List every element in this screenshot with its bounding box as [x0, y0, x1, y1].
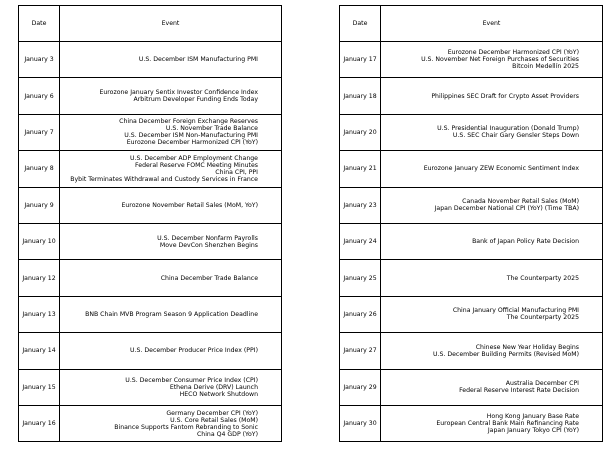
event-line: U.S. Core Retail Sales (MoM)	[170, 416, 258, 424]
table-row	[340, 151, 603, 187]
table-row	[340, 296, 603, 332]
date-cell: January 24	[340, 223, 381, 259]
event-cell	[60, 223, 282, 259]
event-cell	[60, 151, 282, 187]
event-cell	[60, 405, 282, 441]
date-cell: January 3	[19, 42, 60, 78]
date-cell: January 13	[19, 296, 60, 332]
event-line: China Q4 GDP (YoY)	[196, 430, 258, 438]
table-row	[340, 223, 603, 259]
event-line: Eurozone January ZEW Economic Sentiment Index	[423, 165, 579, 173]
event-cell	[381, 405, 603, 441]
event-line: Federal Reserve FOMC Meeting Minutes	[135, 161, 258, 169]
event-line: Ethena Derive (DRV) Launch	[169, 383, 258, 391]
table-row	[19, 78, 282, 114]
event-cell	[60, 296, 282, 332]
table-row	[19, 223, 282, 259]
table-row	[340, 78, 603, 114]
event-line: Arbitrum Developer Funding Ends Today	[133, 96, 258, 104]
event-line: U.S. December Consumer Price Index (CPI)	[125, 376, 258, 384]
table-body-left	[19, 42, 282, 442]
event-line: Chinese New Year Holiday Begins	[475, 343, 579, 351]
date-cell: January 23	[340, 187, 381, 223]
date-cell: January 14	[19, 333, 60, 369]
header-row	[19, 6, 282, 42]
event-cell	[60, 333, 282, 369]
event-cell	[381, 151, 603, 187]
event-header: Event	[381, 6, 603, 42]
event-line: U.S. December ADP Employment Change	[130, 154, 258, 162]
event-line: European Central Bank Main Refinancing Rate	[436, 420, 579, 428]
event-line: Germany December CPI (YoY)	[166, 409, 258, 417]
table-row	[340, 187, 603, 223]
table-row	[19, 369, 282, 405]
event-line: Eurozone December Harmonized CPI (YoY)	[447, 49, 579, 57]
date-cell: January 7	[19, 114, 60, 150]
table-row	[340, 114, 603, 150]
event-line: BNB Chain MVB Program Season 9 Application Deadline	[85, 310, 258, 318]
event-line: U.S. Presidential Inauguration (Donald Trump)	[437, 125, 579, 133]
event-line: U.S. December ISM Manufacturing PMI	[138, 56, 258, 64]
event-line: The Counterparty 2025	[506, 314, 579, 322]
event-header: Event	[60, 6, 282, 42]
event-cell	[381, 333, 603, 369]
event-line: China January Official Manufacturing PMI	[452, 307, 579, 315]
event-cell	[381, 223, 603, 259]
event-cell	[381, 260, 603, 296]
event-line: Bitcoin Medellín 2025	[512, 63, 579, 71]
event-line: U.S. November Net Foreign Purchases of Securities	[421, 56, 579, 64]
table-row	[19, 296, 282, 332]
event-cell	[60, 187, 282, 223]
event-line: China December Trade Balance	[160, 274, 258, 282]
event-cell	[60, 78, 282, 114]
date-cell: January 16	[19, 405, 60, 441]
table-row	[19, 405, 282, 441]
event-cell	[381, 42, 603, 78]
event-cell	[60, 369, 282, 405]
event-line: Bank of Japan Policy Rate Decision	[472, 238, 579, 246]
event-cell	[381, 369, 603, 405]
event-line: Canada November Retail Sales (MoM)	[462, 198, 579, 206]
date-cell: January 9	[19, 187, 60, 223]
event-line: U.S. SEC Chair Gary Gensler Steps Down	[452, 132, 579, 140]
table-row	[340, 333, 603, 369]
event-line: U.S. December Producer Price Index (PPI)	[130, 347, 258, 355]
date-cell: January 21	[340, 151, 381, 187]
header-row	[340, 6, 603, 42]
date-cell: January 26	[340, 296, 381, 332]
date-cell: January 27	[340, 333, 381, 369]
event-line: HECO Network Shutdown	[179, 390, 258, 398]
event-line: Philippines SEC Draft for Crypto Asset Providers	[431, 92, 579, 100]
event-line: U.S. December Nonfarm Payrolls	[157, 234, 258, 242]
event-cell	[60, 260, 282, 296]
event-line: Bybit Terminates Withdrawal and Custody Services in France	[70, 175, 258, 183]
event-cell	[60, 42, 282, 78]
date-cell: January 18	[340, 78, 381, 114]
event-line: Hong Kong January Base Rate	[486, 413, 579, 421]
calendar-table-right	[339, 5, 603, 442]
table-row	[19, 151, 282, 187]
table-body-right	[340, 42, 603, 442]
event-cell	[381, 78, 603, 114]
table-row	[19, 333, 282, 369]
table-row	[19, 42, 282, 78]
event-line: The Counterparty 2025	[506, 274, 579, 282]
date-cell: January 6	[19, 78, 60, 114]
event-line: Move DevCon Shenzhen Begins	[159, 241, 258, 249]
table-row	[19, 114, 282, 150]
event-line: Eurozone December Harmonized CPI (YoY)	[126, 139, 258, 147]
date-cell: January 15	[19, 369, 60, 405]
date-header: Date	[19, 6, 60, 42]
event-line: China CPI, PPI	[215, 168, 258, 176]
date-cell: January 17	[340, 42, 381, 78]
date-cell: January 12	[19, 260, 60, 296]
table-row	[340, 42, 603, 78]
event-line: Federal Reserve Interest Rate Decision	[459, 387, 579, 395]
event-line: China December Foreign Exchange Reserves	[119, 118, 258, 126]
event-line: Japan December National CPI (YoY) (Time TBA)	[434, 205, 579, 213]
event-line: U.S. November Trade Balance	[165, 125, 258, 133]
event-cell	[381, 114, 603, 150]
date-cell: January 25	[340, 260, 381, 296]
event-line: U.S. December Building Permits (Revised MoM)	[432, 350, 579, 358]
event-cell	[60, 114, 282, 150]
date-header: Date	[340, 6, 381, 42]
table-row	[340, 405, 603, 441]
calendar-table-left	[18, 5, 282, 442]
date-cell: January 10	[19, 223, 60, 259]
event-line: Eurozone November Retail Sales (MoM, YoY)	[121, 201, 258, 209]
event-line: Binance Supports Fantom Rebranding to Sonic	[114, 423, 258, 431]
date-cell: January 30	[340, 405, 381, 441]
event-line: U.S. December ISM Non-Manufacturing PMI	[124, 132, 258, 140]
event-line: Australia December CPI	[505, 380, 579, 388]
table-row	[19, 260, 282, 296]
table-row	[19, 187, 282, 223]
event-cell	[381, 187, 603, 223]
date-cell: January 29	[340, 369, 381, 405]
date-cell: January 8	[19, 151, 60, 187]
table-row	[340, 369, 603, 405]
event-line: Japan January Tokyo CPI (YoY)	[487, 427, 579, 435]
date-cell: January 20	[340, 114, 381, 150]
event-line: Eurozone January Sentix Investor Confidence Index	[99, 89, 258, 97]
table-row	[340, 260, 603, 296]
event-cell	[381, 296, 603, 332]
